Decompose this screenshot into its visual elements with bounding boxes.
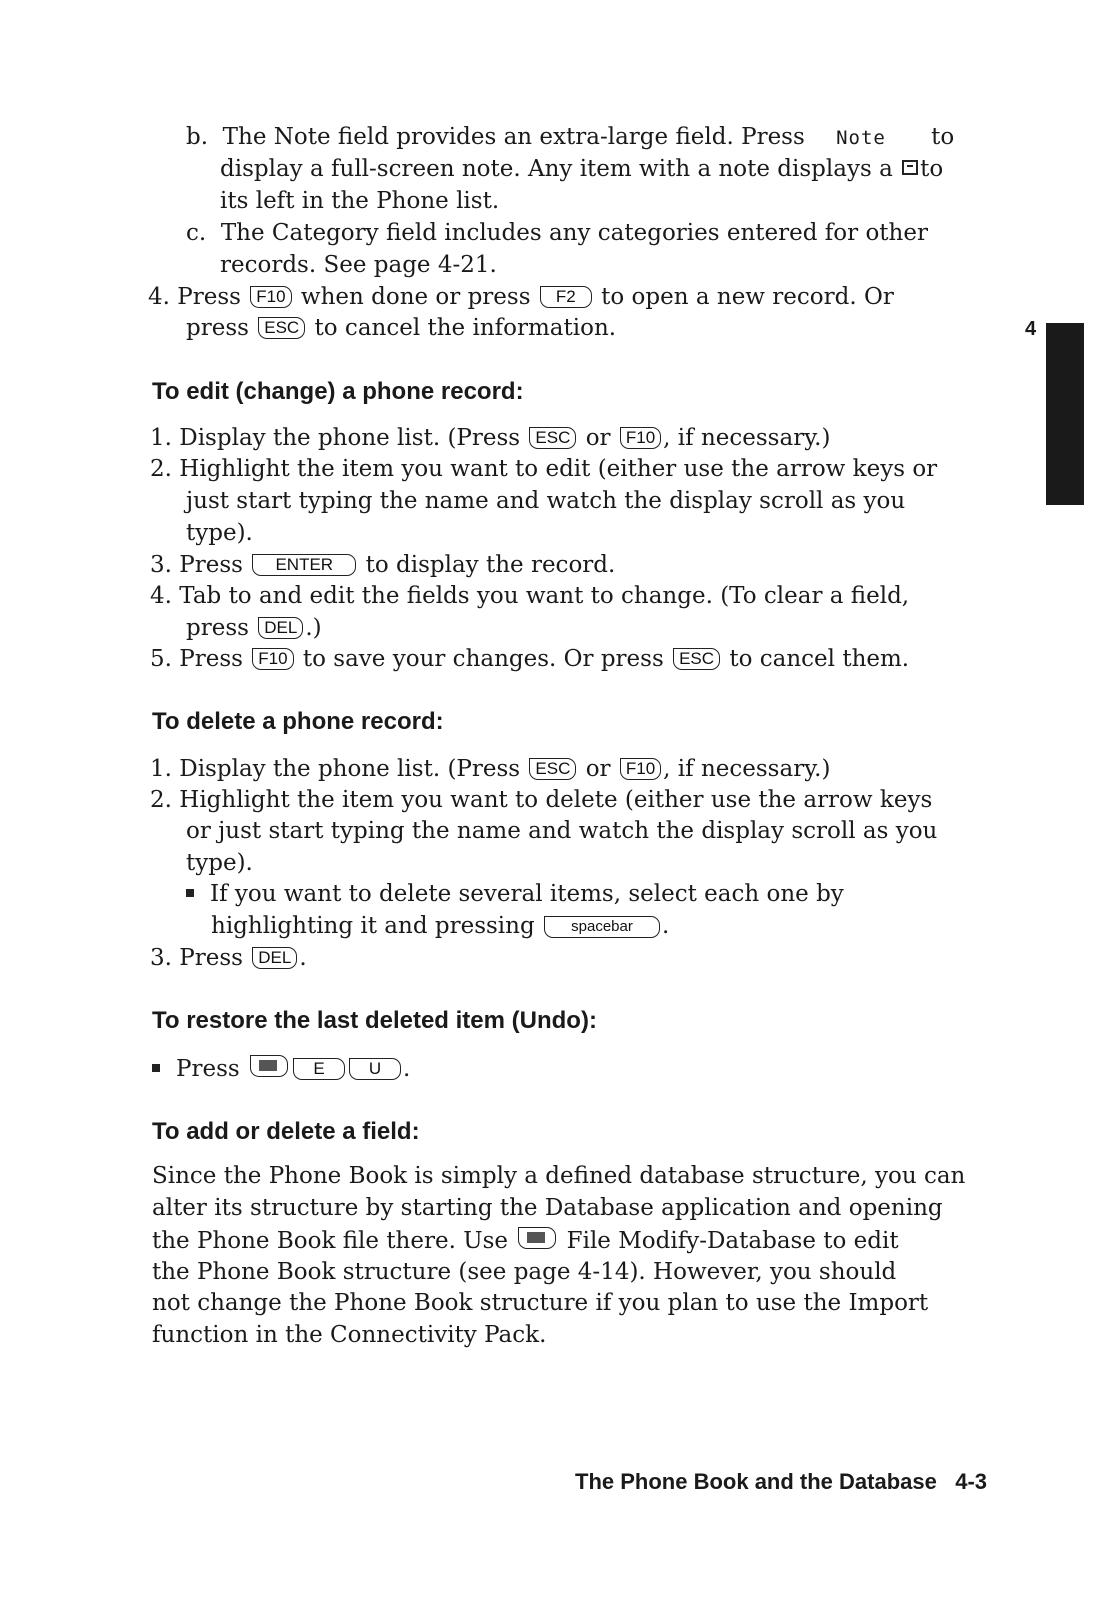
f10-key: F10 (620, 758, 661, 780)
edit-step3-text2: to display the record. (365, 552, 616, 578)
f2-key: F2 (540, 286, 592, 308)
edit-step1-marker: 1. (150, 425, 172, 451)
delete-step2-line1 (150, 787, 932, 813)
step4-line2 (186, 315, 616, 341)
chapter-thumb-number: 4 (1025, 318, 1037, 340)
delete-step2-line2: or just start typing the name and watch the display scroll as you (186, 818, 938, 844)
undo-bullet-text1: Press (176, 1056, 240, 1082)
edit-step5 (150, 646, 909, 672)
undo-bullet (152, 1055, 410, 1082)
delete-step2-marker: 2. (150, 787, 172, 813)
delete-step1-text1: Display the phone list. (Press (179, 756, 521, 782)
delete-section-heading: To delete a phone record: (152, 708, 444, 735)
step4-text3: to open a new record. Or (601, 284, 894, 310)
esc-key: ESC (529, 427, 576, 449)
edit-step4-text3: .) (305, 615, 322, 641)
field-paragraph-line3 (152, 1227, 899, 1254)
esc-key: ESC (529, 758, 576, 780)
delete-step3-marker: 3. (150, 945, 172, 971)
item-b-line1 (186, 124, 954, 150)
item-c-text1: The Category field includes any categories entered for other (220, 220, 928, 246)
edit-step4-text1: Tab to and edit the fields you want to change. (To clear a field, (179, 583, 910, 609)
field-section-heading: To add or delete a field: (152, 1118, 420, 1145)
edit-step1-text1: Display the phone list. (Press (179, 425, 521, 451)
edit-step5-text3: to cancel them. (729, 646, 910, 672)
del-key: DEL (252, 947, 297, 969)
spacebar-key: spacebar (544, 916, 660, 938)
edit-step2-line3: type). (186, 520, 253, 546)
edit-step5-text1: Press (179, 646, 243, 672)
delete-bullet-line2 (211, 913, 669, 939)
item-c-line1 (186, 220, 928, 246)
undo-bullet-text2: . (403, 1056, 411, 1082)
field-paragraph-line5: not change the Phone Book structure if you plan to use the Import (152, 1290, 929, 1316)
edit-step2-line2: just start typing the name and watch the display scroll as you (186, 488, 906, 514)
edit-step1-text2: or (585, 425, 611, 451)
delete-bullet-text1: If you want to delete several items, select each one by (210, 881, 844, 907)
item-b-line3: its left in the Phone list. (220, 188, 500, 214)
chapter-thumb-tab (1046, 323, 1084, 505)
field-paragraph-line6: function in the Connectivity Pack. (152, 1322, 547, 1348)
page-number: 4-3 (955, 1469, 987, 1494)
delete-step1 (150, 756, 830, 782)
f10-key: F10 (250, 286, 291, 308)
delete-step1-marker: 1. (150, 756, 172, 782)
field-paragraph-line3-post: File Modify-Database to edit (566, 1228, 899, 1254)
delete-step1-text2: or (585, 756, 611, 782)
item-b-text2-post: to (920, 156, 944, 182)
field-paragraph-line4: the Phone Book structure (see page 4-14). However, you should (152, 1259, 897, 1285)
note-softkey-label: Note (836, 127, 886, 149)
edit-step4-text2: press (186, 615, 249, 641)
bullet-square-icon (186, 889, 194, 897)
delete-step2-text1: Highlight the item you want to delete (either use the arrow keys (179, 787, 933, 813)
delete-step1-text3: , if necessary.) (663, 756, 831, 782)
item-b-text1: The Note field provides an extra-large field. Press (222, 124, 805, 150)
edit-step2-line1 (150, 456, 937, 482)
e-key: E (293, 1058, 345, 1080)
edit-step4-line1 (150, 583, 909, 609)
delete-step3 (150, 945, 307, 971)
del-key: DEL (258, 617, 303, 639)
bullet-square-icon (152, 1064, 160, 1072)
edit-step3 (150, 552, 615, 578)
edit-section-heading: To edit (change) a phone record: (152, 378, 524, 405)
step4-text1: Press (177, 284, 241, 310)
enter-key: ENTER (252, 554, 356, 576)
step4-text2: when done or press (300, 284, 531, 310)
item-b-text2: display a full-screen note. Any item with a note displays a (220, 156, 893, 182)
step4-line1 (148, 284, 894, 310)
step4-text4: press (186, 315, 249, 341)
field-paragraph-line3-pre: the Phone Book file there. Use (152, 1228, 509, 1254)
delete-bullet-text2: highlighting it and pressing (211, 913, 535, 939)
field-paragraph-line2: alter its structure by starting the Database application and opening (152, 1195, 943, 1221)
delete-step3-text2: . (299, 945, 307, 971)
page-footer (0, 1469, 987, 1495)
note-indicator-icon (902, 160, 918, 175)
edit-step2-marker: 2. (150, 456, 172, 482)
item-b-text1-post: to (931, 124, 955, 150)
menu-key-icon (518, 1227, 556, 1249)
u-key: U (349, 1058, 401, 1080)
edit-step5-marker: 5. (150, 646, 172, 672)
menu-key-icon (250, 1055, 288, 1077)
item-c-line2: records. See page 4-21. (220, 252, 497, 278)
step4-marker: 4. (148, 284, 170, 310)
item-b-marker: b. (186, 124, 209, 150)
delete-bullet-line1 (186, 881, 844, 907)
edit-step5-text2: to save your changes. Or press (302, 646, 664, 672)
footer-title: The Phone Book and the Database (575, 1469, 937, 1494)
f10-key: F10 (620, 427, 661, 449)
undo-section-heading: To restore the last deleted item (Undo): (152, 1007, 597, 1034)
item-b-line2 (220, 156, 943, 182)
edit-step1 (150, 425, 830, 451)
item-c-marker: c. (186, 220, 207, 246)
edit-step3-text1: Press (179, 552, 243, 578)
edit-step1-text3: , if necessary.) (663, 425, 831, 451)
esc-key: ESC (673, 648, 720, 670)
esc-key: ESC (258, 317, 305, 339)
delete-bullet-text3: . (662, 913, 670, 939)
edit-step3-marker: 3. (150, 552, 172, 578)
edit-step4-marker: 4. (150, 583, 172, 609)
step4-text5: to cancel the information. (314, 315, 617, 341)
field-paragraph-line1: Since the Phone Book is simply a defined database structure, you can (152, 1163, 966, 1189)
f10-key: F10 (252, 648, 293, 670)
delete-step3-text1: Press (179, 945, 243, 971)
edit-step2-text1: Highlight the item you want to edit (either use the arrow keys or (179, 456, 938, 482)
edit-step4-line2 (186, 615, 322, 641)
delete-step2-line3: type). (186, 850, 253, 876)
